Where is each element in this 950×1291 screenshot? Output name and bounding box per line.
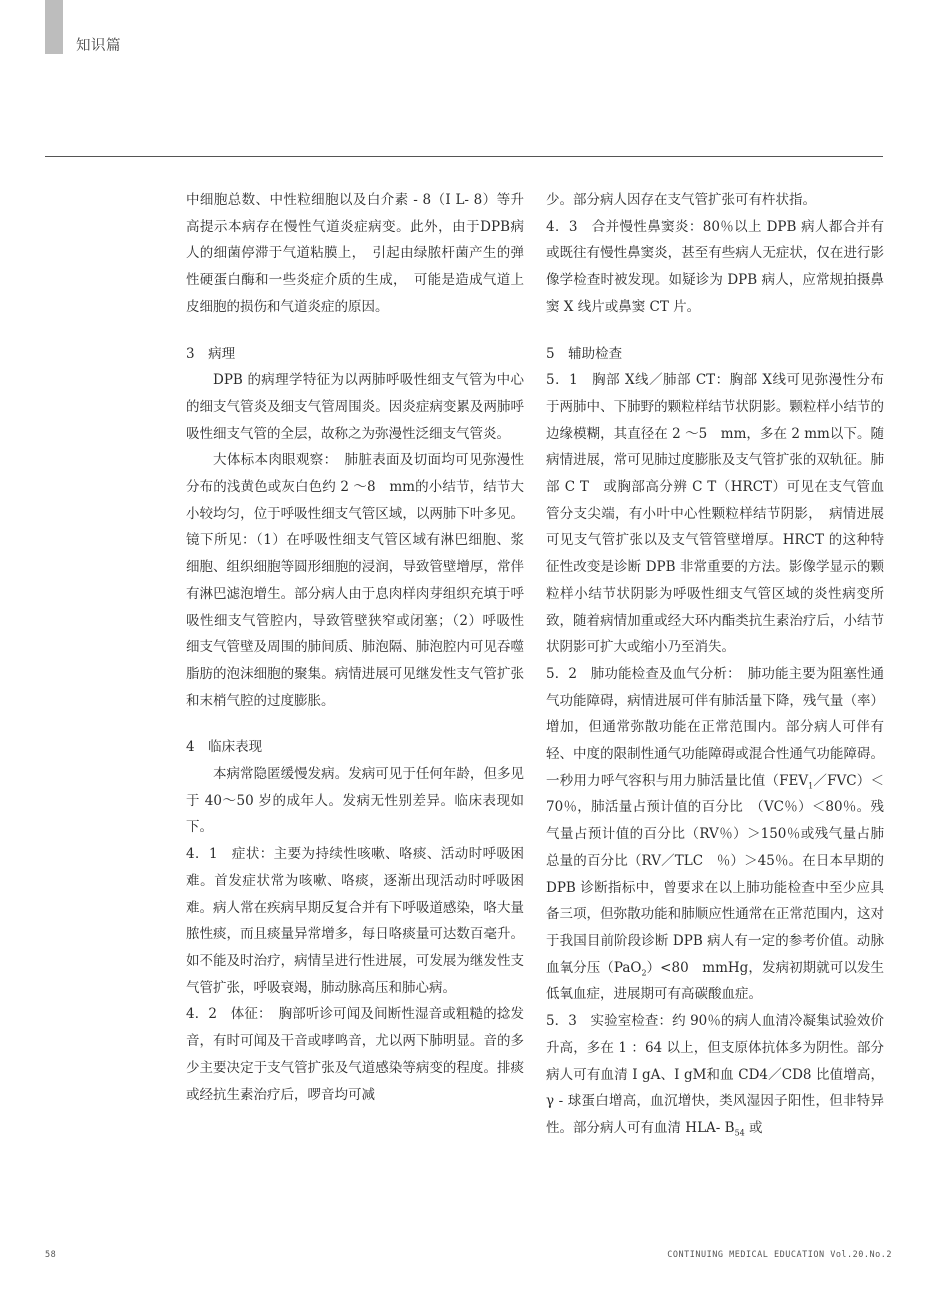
section-tab-marker (45, 0, 63, 54)
pao-subscript: 2 (641, 968, 647, 978)
hla-subscript: 54 (734, 1128, 745, 1138)
section-5-2-paragraph (546, 661, 884, 1008)
section-5-3-text-b: 或 (744, 1119, 763, 1136)
section-5-3-paragraph (546, 1008, 884, 1142)
left-column (186, 187, 524, 1108)
header-rule (45, 156, 883, 157)
section-5-heading: 5 辅助检查 (546, 345, 623, 362)
section-3-paragraph-1: DPB 的病理学特征为以两肺呼吸性细支气管为中心的细支气管炎及细支气管周围炎。因炎症病变累及两肺呼吸性细支气管的全层，故称之为弥漫性泛细支气管炎。 (186, 372, 524, 442)
section-4-2-paragraph: 4．2 体征： 胸部听诊可闻及间断性湿音或粗糙的捻发音，有时可闻及干音或哮鸣音，尤以两下肺明显。音的多少主要决定于支气管扩张及气道感染等病变的程度。排痰或经抗生素治疗后，啰音均可减 (186, 1006, 524, 1103)
intro-paragraph: 中细胞总数、中性粒细胞以及白介素 - 8（I L- 8）等升高提示本病存在慢性气道炎症病变。此外，由于DPB病人的细菌停滞于气道粘膜上， 引起由绿脓杆菌产生的弹性硬蛋白酶和一些炎症介质的生成， 可能是造成气道上皮细胞的损伤和气道炎症的原因。 (186, 192, 524, 315)
section-5-2-text-a: 5．2 肺功能检查及血气分析： 肺功能主要为阻塞性通气功能障碍，病情进展可伴有肺活量下降，残气量（率）增加，但通常弥散功能在正常范围内。部分病人可伴有轻、中度的限制性通气功能障碍或混合性通气功能障碍。一秒用力呼气容积与用力肺活量比值（FEV (546, 665, 884, 789)
section-5-3-text-a: 5．3 实验室检查：约 90％的病人血清冷凝集试验效价升高，多在 1 ：64 以上，但支原体抗体多为阴性。部分病人可有血清 I gA、I gM和血 CD4／CD8 比值增高，γ - 球蛋白增高，血沉增快，类风湿因子阳性，但非特异性。部分病人可有血清 HLA- B (546, 1013, 884, 1136)
section-name: 知识篇 (76, 38, 121, 54)
section-4-heading: 4 临床表现 (186, 739, 263, 756)
journal-footer: CONTINUING MEDICAL EDUCATION Vol.20.No.2 (667, 1250, 892, 1260)
section-3-paragraph-2: 大体标本肉眼观察： 肺脏表面及切面均可见弥漫性分布的浅黄色或灰白色约 2 ～8 mm的小结节，结节大小较均匀，位于呼吸性细支气管区域，以两肺下叶多见。镜下所见：（1）在呼吸性细支气管区域有淋巴细胞、浆细胞、组织细胞等圆形细胞的浸润，导致管壁增厚，常伴有淋巴滤泡增生。部分病人由于息肉样肉芽组织充填于呼吸性细支气管腔内，导致管壁狭窄或闭塞；（2）呼吸性细支气管壁及周围的肺间质、肺泡隔、肺泡腔内可见吞噬脂肪的泡沫细胞的聚集。病情进展可见继发性支气管扩张和末梢气腔的过度膨胀。 (186, 452, 524, 709)
continued-paragraph: 少。部分病人因存在支气管扩张可有杵状指。 (546, 192, 816, 208)
section-4-paragraph-1: 本病常隐匿缓慢发病。发病可见于任何年龄，但多见于 40～50 岁的成年人。发病无性别差异。临床表现如下。 (186, 766, 524, 836)
section-5-1-paragraph: 5．1 胸部 X线／肺部 CT：胸部 X线可见弥漫性分布于两肺中、下肺野的颗粒样结节状阴影。颗粒样小结节的边缘模糊，其直径在 2 ～5 mm，多在 2 mm以下。随病情进展，常可见肺过度膨胀及支气管扩张的双轨征。肺部 C T 或胸部高分辨 C T（HRCT）可见在支气管血管分支尖端，有小叶中心性颗粒样结节阴影， 病情进展可见支气管扩张以及支气管管壁增厚。HRCT 的这种特征性改变是诊断 DPB 非常重要的方法。影像学显示的颗粒样小结节状阴影为呼吸性细支气管区域的炎性病变所致，随着病情加重或经大环内酯类抗生素治疗后，小结节状阴影可扩大或缩小乃至消失。 (546, 372, 884, 656)
section-4-3-paragraph: 4．3 合并慢性鼻窦炎：80％以上 DPB 病人都合并有或既往有慢性鼻窦炎，甚至有些病人无症状，仅在进行影像学检查时被发现。如疑诊为 DPB 病人，应常规拍摄鼻窦 X 线片或鼻窦 CT 片。 (546, 218, 884, 315)
page-number: 58 (45, 1250, 57, 1260)
section-4-1-paragraph: 4．1 症状：主要为持续性咳嗽、咯痰、活动时呼吸困难。首发症状常为咳嗽、咯痰，逐渐出现活动时呼吸困难。病人常在疾病早期反复合并有下呼吸道感染，咯大量脓性痰，而且痰量异常增多，每日咯痰量可达数百毫升。如不能及时治疗，病情呈进行性进展，可发展为继发性支气管扩张，呼吸衰竭，肺动脉高压和肺心病。 (186, 846, 524, 996)
right-column (546, 187, 884, 1142)
fev-subscript: 1 (808, 781, 814, 791)
section-3-heading: 3 病理 (186, 345, 236, 362)
section-5-2-text-c: ）<80 mmHg，发病初期就可以发生低氧血症，进展期可有高碳酸血症。 (546, 959, 884, 1003)
section-5-2-text-b: ／FVC）＜70％，肺活量占预计值的百分比 （VC％）＜80％。残气量占预计值的百分比（RV％）＞150％或残气量占肺总量的百分比（RV／TLC ％）＞45％。在日本早期的 DPB 诊断指标中，曾要求在以上肺功能检查中至少应具备三项，但弥散功能和肺顺应性通常在正常范围内，这对于我国目前阶段诊断 DPB 病人有一定的参考价值。动脉血氧分压（PaO (546, 772, 884, 976)
